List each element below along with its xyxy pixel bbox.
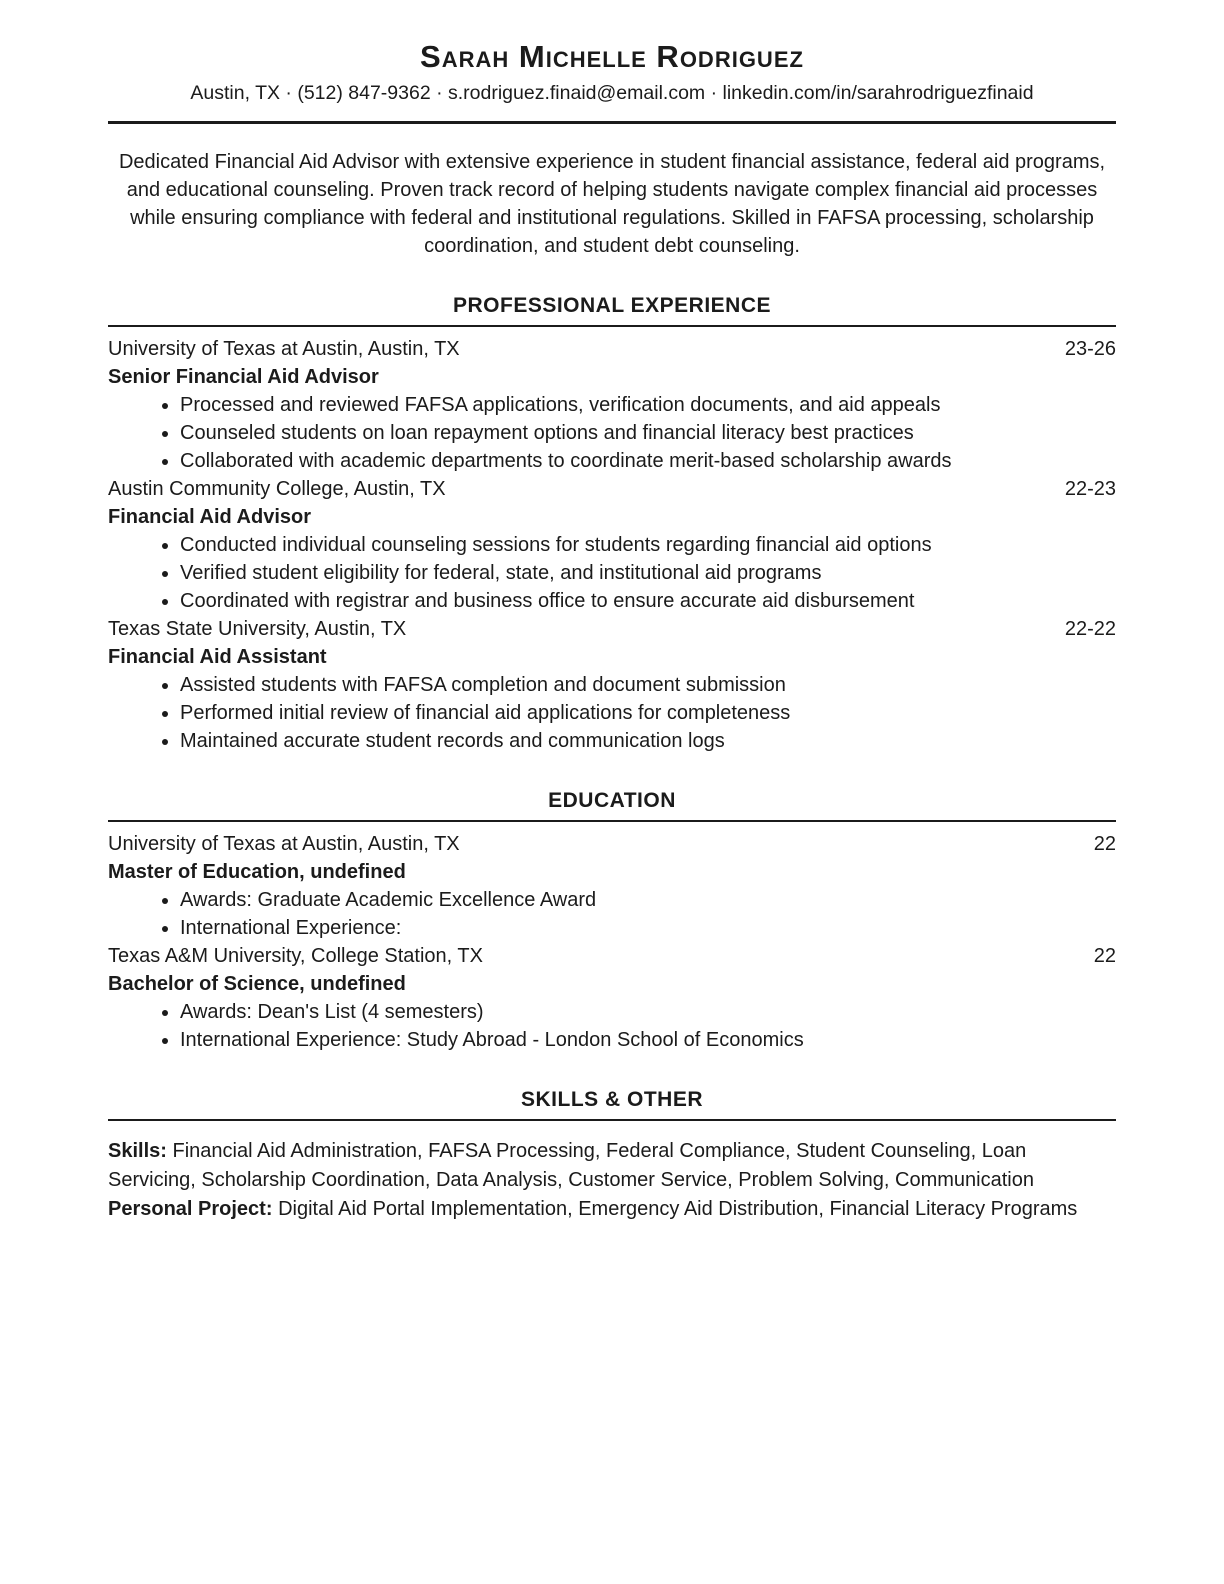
education-dates: 22 xyxy=(1093,832,1116,855)
education-institution: University of Texas at Austin, Austin, TX xyxy=(108,832,460,855)
bullet-item: • Conducted individual counseling sessions for students regarding financial aid options xyxy=(180,531,1116,559)
bullet-item: • Coordinated with registrar and business office to ensure accurate aid disbursement xyxy=(180,587,1116,615)
education-section-body xyxy=(108,822,1116,1054)
experience-dates: 23-26 xyxy=(1064,337,1116,360)
experience-entry xyxy=(108,335,1116,475)
section-education xyxy=(108,789,1116,1054)
experience-section-title: PROFESSIONAL EXPERIENCE xyxy=(108,294,1116,327)
education-institution: Texas A&M University, College Station, TX xyxy=(108,944,483,967)
personal-project-line xyxy=(108,1195,1116,1224)
resume-header xyxy=(108,38,1116,124)
skills-text: Financial Aid Administration, FAFSA Processing, Federal Compliance, Student Counseling, Loan Servicing, Scholarship Coordination, Data Analysis, Customer Service, Problem Solving, Communication xyxy=(108,1139,1034,1191)
education-entry-head xyxy=(108,830,1116,858)
experience-dates: 22-22 xyxy=(1064,617,1116,640)
experience-entry-head xyxy=(108,335,1116,363)
bullet-item: • Collaborated with academic departments to coordinate merit-based scholarship awards xyxy=(180,447,1116,475)
education-bullet-list xyxy=(108,998,1116,1054)
experience-entry xyxy=(108,615,1116,755)
experience-role: Financial Aid Assistant xyxy=(108,645,327,668)
skills-section-title: SKILLS & OTHER xyxy=(108,1088,1116,1121)
bullet-item: • Assisted students with FAFSA completion and document submission xyxy=(180,671,1116,699)
experience-section-body xyxy=(108,327,1116,755)
experience-bullet-list xyxy=(108,671,1116,755)
personal-project-label: Personal Project: xyxy=(108,1197,273,1220)
person-name: Sarah Michelle Rodriguez xyxy=(420,39,804,74)
bullet-item: • Counseled students on loan repayment options and financial literacy best practices xyxy=(180,419,1116,447)
education-dates: 22 xyxy=(1093,944,1116,967)
summary-paragraph: Dedicated Financial Aid Advisor with extensive experience in student financial assistance, federal aid programs, and educational counseling. Proven track record of helping students navigate complex financial aid processes while ensuring compliance with federal and institutional regulations. Skilled in FAFSA processing, scholarship coordination, and student debt counseling. xyxy=(118,150,1106,257)
experience-organization: University of Texas at Austin, Austin, TX xyxy=(108,337,460,360)
education-entry xyxy=(108,830,1116,942)
bullet-item: • Maintained accurate student records and communication logs xyxy=(180,727,1116,755)
contact-line: Austin, TX · (512) 847-9362 · s.rodriguez.finaid@email.com · linkedin.com/in/sarahrodriguezfinaid xyxy=(190,82,1034,105)
education-section-title: EDUCATION xyxy=(108,789,1116,822)
experience-bullet-list xyxy=(108,531,1116,615)
experience-role: Senior Financial Aid Advisor xyxy=(108,365,379,388)
skills-line xyxy=(108,1137,1116,1195)
education-entry xyxy=(108,942,1116,1054)
experience-organization: Texas State University, Austin, TX xyxy=(108,617,407,640)
education-bullet-list xyxy=(108,886,1116,942)
experience-entry xyxy=(108,475,1116,615)
bullet-item: • Awards: Dean's List (4 semesters) xyxy=(180,998,1116,1026)
experience-organization: Austin Community College, Austin, TX xyxy=(108,477,446,500)
header-divider xyxy=(108,121,1116,124)
bullet-item: • Awards: Graduate Academic Excellence Award xyxy=(180,886,1116,914)
bullet-item: • Processed and reviewed FAFSA applications, verification documents, and aid appeals xyxy=(180,391,1116,419)
bullet-item: • International Experience: Study Abroad - London School of Economics xyxy=(180,1026,1116,1054)
bullet-item: • Verified student eligibility for federal, state, and institutional aid programs xyxy=(180,559,1116,587)
skills-section-body xyxy=(108,1121,1116,1224)
education-degree: Master of Education, undefined xyxy=(108,860,406,883)
experience-dates: 22-23 xyxy=(1064,477,1116,500)
education-degree: Bachelor of Science, undefined xyxy=(108,972,406,995)
experience-entry-head xyxy=(108,475,1116,503)
section-skills-other xyxy=(108,1088,1116,1224)
bullet-item: • Performed initial review of financial aid applications for completeness xyxy=(180,699,1116,727)
section-experience xyxy=(108,294,1116,755)
personal-project-text: Digital Aid Portal Implementation, Emergency Aid Distribution, Financial Literacy Programs xyxy=(272,1197,1078,1220)
bullet-item: • International Experience: xyxy=(180,914,1116,942)
education-entry-head xyxy=(108,942,1116,970)
experience-entry-head xyxy=(108,615,1116,643)
experience-role: Financial Aid Advisor xyxy=(108,505,311,528)
skills-label: Skills: xyxy=(108,1139,167,1162)
experience-bullet-list xyxy=(108,391,1116,475)
